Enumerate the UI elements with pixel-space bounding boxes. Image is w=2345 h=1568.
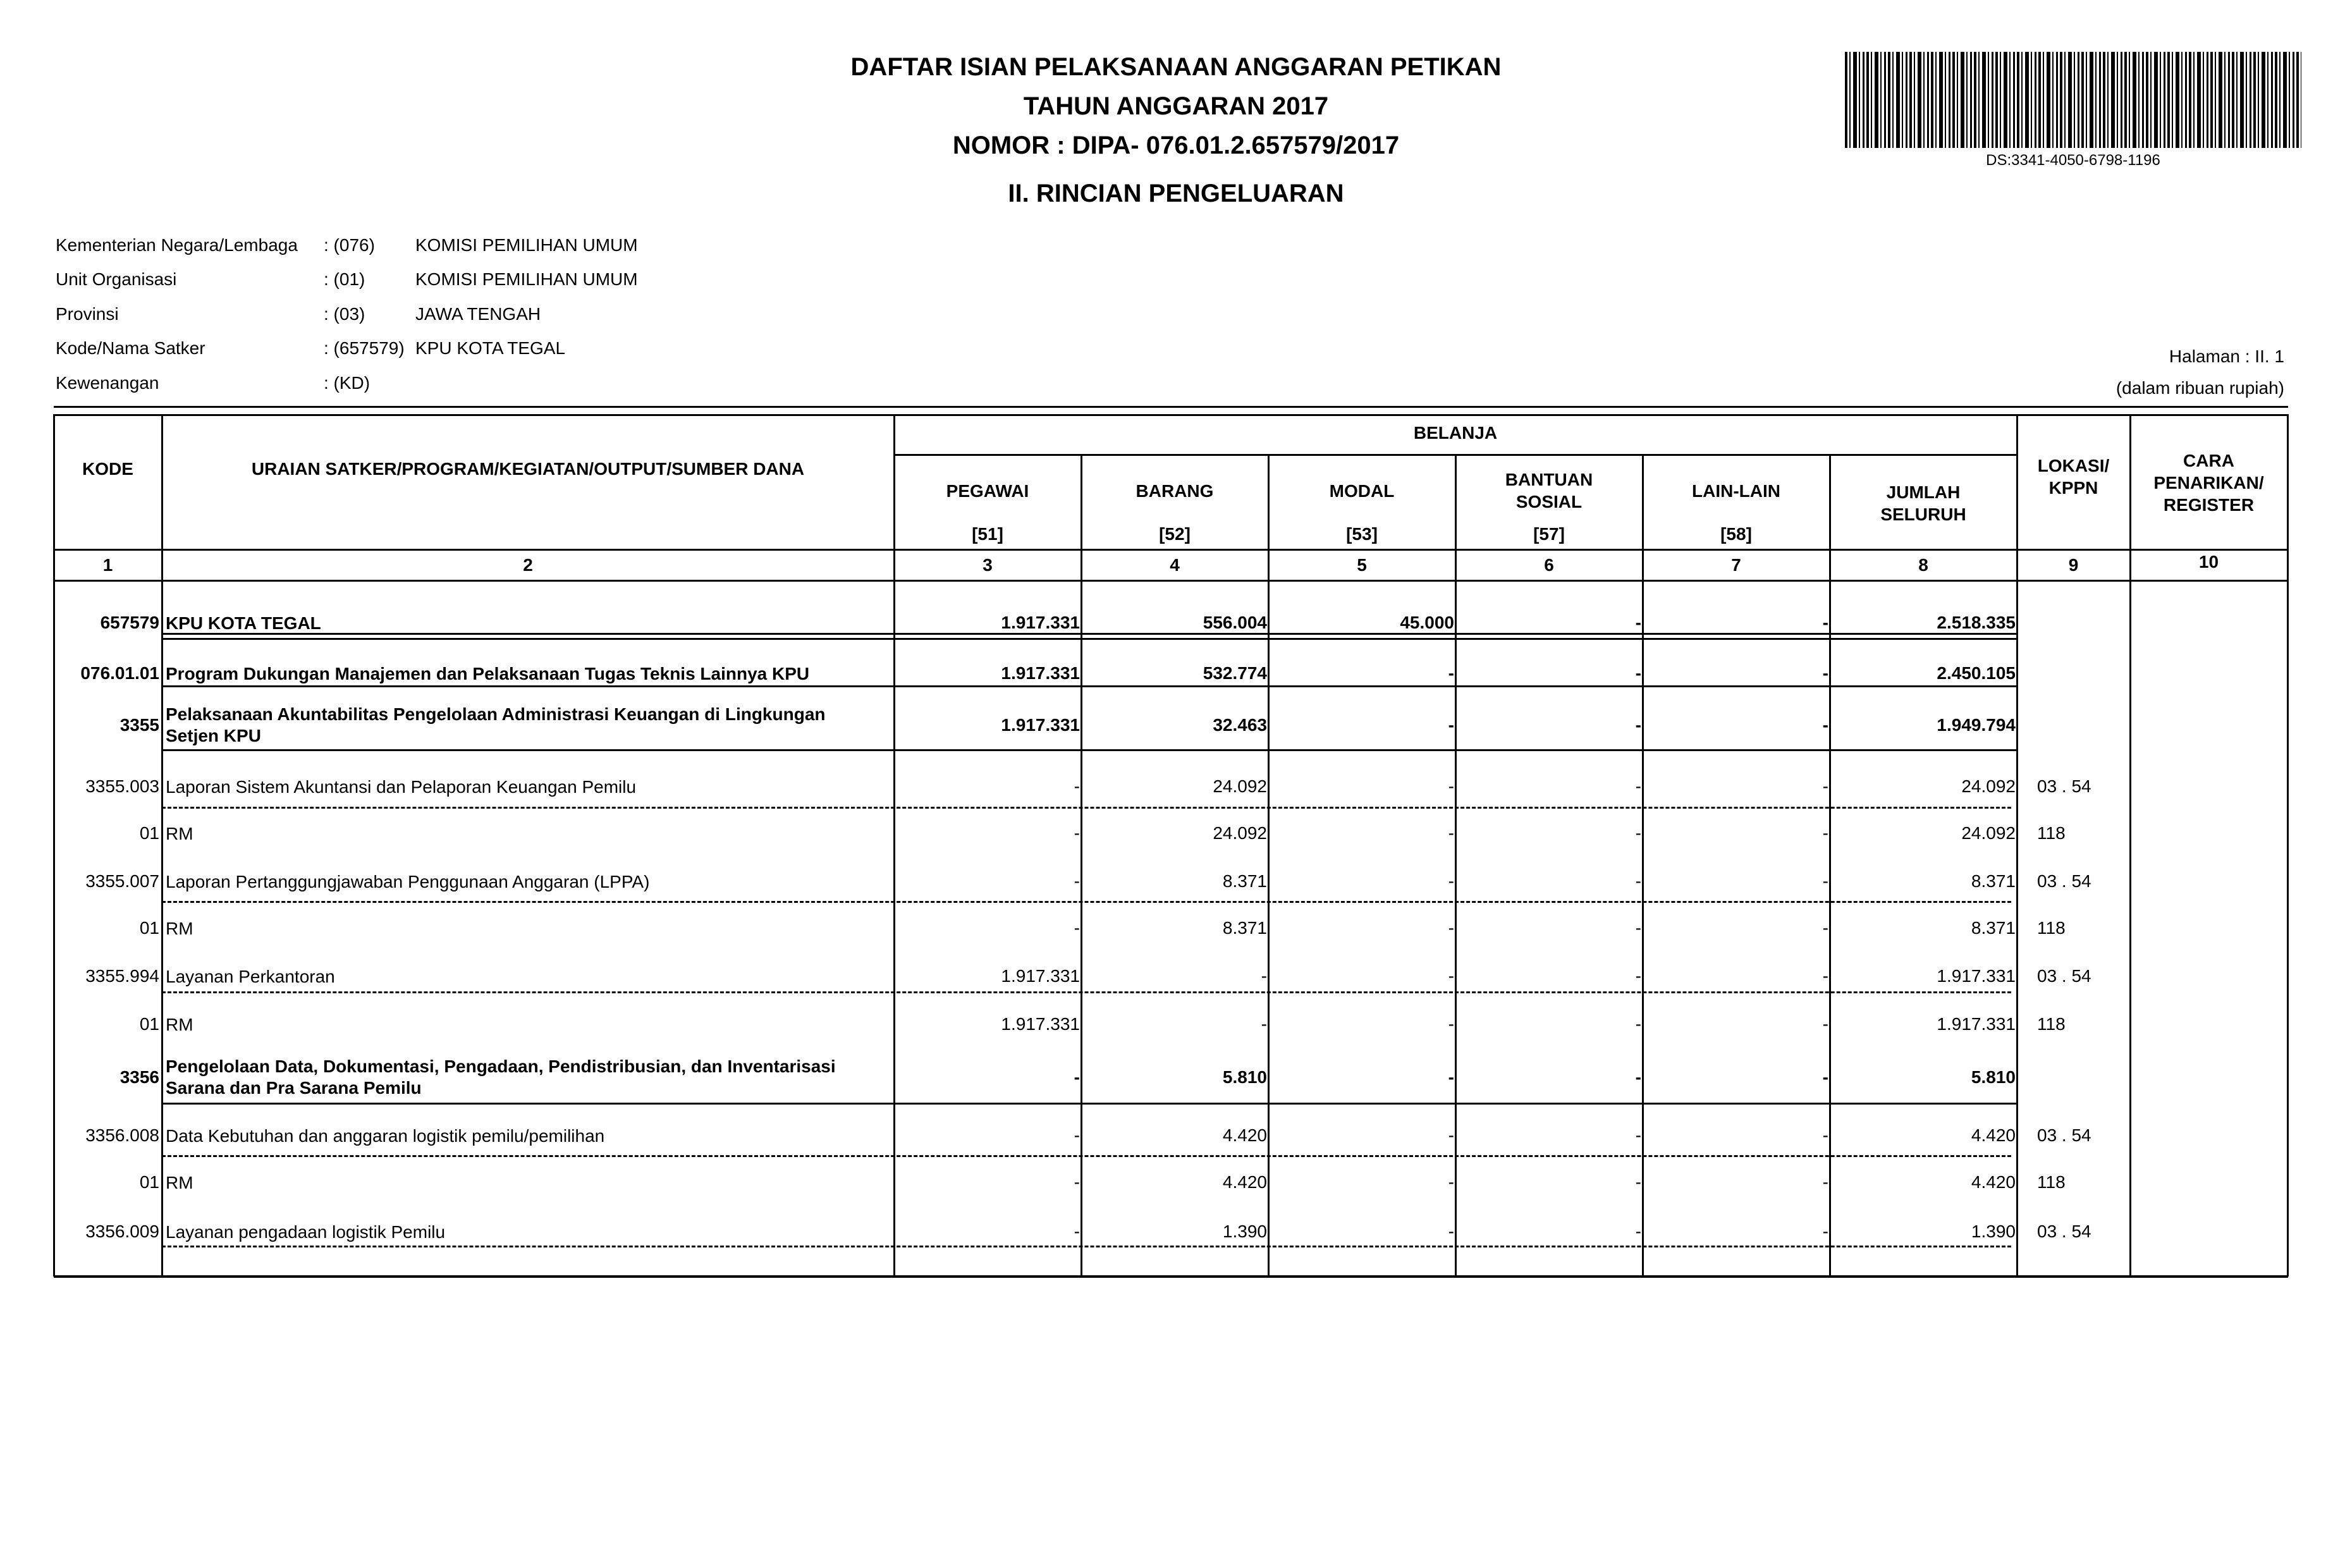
header-lain: LAIN-LAIN xyxy=(1692,481,1780,501)
header-uraian: URAIAN SATKER/PROGRAM/KEGIATAN/OUTPUT/SUMBER DANA xyxy=(251,459,805,479)
row-barang: 24.092 xyxy=(1213,776,1267,796)
row-lain: - xyxy=(1822,1014,1828,1034)
col-divider-bansos xyxy=(1642,454,1644,1277)
row-lain: - xyxy=(1822,776,1828,796)
row-kode: 3356 xyxy=(119,1067,159,1087)
header-bottom-border xyxy=(54,549,2288,551)
info-label-unit: Unit Organisasi xyxy=(56,269,177,289)
row-jumlah: 1.390 xyxy=(1971,1222,2016,1241)
row-kode: 01 xyxy=(139,918,159,938)
row-uraian: KPU KOTA TEGAL xyxy=(166,613,321,633)
row-lokasi: 118 xyxy=(2037,1014,2066,1034)
header-cara-line2: PENARIKAN/ xyxy=(2153,473,2264,493)
row-lokasi: 03 . 54 xyxy=(2037,1222,2091,1241)
row-lokasi: 03 . 54 xyxy=(2037,776,2091,796)
section-title: II. RINCIAN PENGELUARAN xyxy=(1008,180,1344,207)
program-bottom-line xyxy=(162,685,2017,687)
row-jumlah: 1.917.331 xyxy=(1937,1014,2016,1034)
row-jumlah: 8.371 xyxy=(1971,918,2016,938)
row-lokasi: 118 xyxy=(2037,823,2066,843)
row-bansos: - xyxy=(1635,966,1641,986)
dipa-number-title: NOMOR : DIPA- 076.01.2.657579/2017 xyxy=(952,132,1400,159)
table-right-border xyxy=(2287,414,2289,1277)
row-kode: 3355 xyxy=(119,715,159,735)
header-lokasi-line2: KPPN xyxy=(2048,478,2098,498)
row-uraian: Laporan Pertanggungjawaban Penggunaan Anggaran (LPPA) xyxy=(166,872,650,891)
barcode-text: DS:3341-4050-6798-1196 xyxy=(1986,152,2160,169)
dashed-line xyxy=(162,1155,2011,1157)
header-kode: KODE xyxy=(82,459,133,479)
row-uraian: RM xyxy=(166,919,193,938)
column-number-border xyxy=(54,580,2288,582)
row-kode: 3355.007 xyxy=(85,871,159,891)
row-jumlah: 4.420 xyxy=(1971,1172,2016,1192)
kegiatan-3355-bottom-line xyxy=(162,749,2017,751)
page-number: Halaman : II. 1 xyxy=(2169,346,2284,366)
colnum-5: 5 xyxy=(1357,555,1367,575)
row-kode: 3356.008 xyxy=(85,1125,159,1145)
header-lokasi-line1: LOKASI/ xyxy=(2037,456,2110,475)
colnum-1: 1 xyxy=(102,555,113,575)
row-jumlah: 1.949.794 xyxy=(1937,715,2016,735)
row-uraian: Data Kebutuhan dan anggaran logistik pemilu/pemilihan xyxy=(166,1126,605,1146)
row-pegawai: 1.917.331 xyxy=(1001,1014,1080,1034)
row-lain: - xyxy=(1822,1172,1828,1192)
row-kode: 01 xyxy=(139,1014,159,1034)
colnum-3: 3 xyxy=(983,555,993,575)
row-barang: 556.004 xyxy=(1203,613,1267,632)
row-barang: 32.463 xyxy=(1213,715,1267,735)
row-modal: - xyxy=(1448,776,1454,796)
row-pegawai: - xyxy=(1074,1222,1080,1241)
colnum-6: 6 xyxy=(1544,555,1554,575)
row-lain: - xyxy=(1822,663,1828,683)
info-label-kewenangan: Kewenangan xyxy=(56,373,159,393)
header-barang-code: [52] xyxy=(1159,524,1191,544)
row-uraian: Laporan Sistem Akuntansi dan Pelaporan Keuangan Pemilu xyxy=(166,777,637,797)
row-lain: - xyxy=(1822,871,1828,891)
row-bansos: - xyxy=(1635,776,1641,796)
header-pegawai-code: [51] xyxy=(972,524,1003,544)
row-bansos: - xyxy=(1635,663,1641,683)
header-rule xyxy=(54,406,2288,408)
row-bansos: - xyxy=(1635,1125,1641,1145)
kegiatan-3356-bottom-line xyxy=(162,1103,2017,1105)
row-bansos: - xyxy=(1635,1067,1641,1087)
row-modal: - xyxy=(1448,1172,1454,1192)
row-lain: - xyxy=(1822,918,1828,938)
row-barang: 24.092 xyxy=(1213,823,1267,843)
row-kode: 3356.009 xyxy=(85,1222,159,1241)
header-lain-code: [58] xyxy=(1720,524,1752,544)
row-bansos: - xyxy=(1635,918,1641,938)
row-barang: 532.774 xyxy=(1203,663,1267,683)
col-divider-pegawai xyxy=(1081,454,1082,1277)
col-divider-lokasi xyxy=(2129,414,2131,1277)
row-uraian: Layanan pengadaan logistik Pemilu xyxy=(166,1222,446,1242)
info-code-provinsi: : (03) xyxy=(324,304,365,324)
row-lain: - xyxy=(1822,1125,1828,1145)
row-lokasi: 03 . 54 xyxy=(2037,871,2091,891)
row-pegawai: - xyxy=(1074,1125,1080,1145)
info-code-satker: : (657579) xyxy=(324,338,405,358)
row-barang: - xyxy=(1261,1014,1267,1034)
row-lokasi: 03 . 54 xyxy=(2037,966,2091,986)
row-bansos: - xyxy=(1635,1172,1641,1192)
header-jumlah-line1: JUMLAH xyxy=(1886,482,1961,502)
header-bansos-code: [57] xyxy=(1533,524,1565,544)
header-cara-line1: CARA xyxy=(2183,451,2234,470)
row-jumlah: 1.917.331 xyxy=(1937,966,2016,986)
row-modal: - xyxy=(1448,1125,1454,1145)
row-uraian: RM xyxy=(166,824,193,843)
row-uraian: RM xyxy=(166,1015,193,1034)
row-lain: - xyxy=(1822,1222,1828,1241)
dashed-line xyxy=(162,1246,2011,1247)
row-pegawai: - xyxy=(1074,918,1080,938)
row-barang: 8.371 xyxy=(1222,871,1267,891)
row-lokasi: 118 xyxy=(2037,1172,2066,1192)
fiscal-year-title: TAHUN ANGGARAN 2017 xyxy=(1023,92,1329,120)
header-modal-code: [53] xyxy=(1346,524,1378,544)
row-jumlah: 24.092 xyxy=(1961,776,2016,796)
row-pegawai: - xyxy=(1074,823,1080,843)
row-pegawai: 1.917.331 xyxy=(1001,613,1080,632)
info-label-kementerian: Kementerian Negara/Lembaga xyxy=(56,235,298,255)
barcode-icon xyxy=(1845,52,2301,148)
row-bansos: - xyxy=(1635,1014,1641,1034)
row-jumlah: 2.450.105 xyxy=(1937,663,2016,683)
info-code-unit: : (01) xyxy=(324,269,365,289)
row-barang: 4.420 xyxy=(1222,1172,1267,1192)
row-modal: - xyxy=(1448,715,1454,735)
info-name-unit: KOMISI PEMILIHAN UMUM xyxy=(415,269,638,289)
row-kode: 01 xyxy=(139,1172,159,1192)
colnum-8: 8 xyxy=(1918,555,1928,575)
info-name-provinsi: JAWA TENGAH xyxy=(415,304,541,324)
header-pegawai: PEGAWAI xyxy=(946,481,1029,501)
colnum-10: 10 xyxy=(2198,552,2219,572)
col-divider-lain xyxy=(1829,454,1831,1277)
row-bansos: - xyxy=(1635,1222,1641,1241)
row-bansos: - xyxy=(1635,871,1641,891)
row-jumlah: 4.420 xyxy=(1971,1125,2016,1145)
row-pegawai: - xyxy=(1074,871,1080,891)
header-belanja: BELANJA xyxy=(1413,423,1498,443)
row-lokasi: 118 xyxy=(2037,918,2066,938)
document-title: DAFTAR ISIAN PELAKSANAAN ANGGARAN PETIKAN xyxy=(850,53,1502,81)
dashed-line xyxy=(162,807,2011,809)
row-lain: - xyxy=(1822,613,1828,632)
row-bansos: - xyxy=(1635,715,1641,735)
header-modal: MODAL xyxy=(1329,481,1395,501)
table-bottom-border xyxy=(54,1275,2288,1278)
row-modal: - xyxy=(1448,918,1454,938)
row-pegawai: - xyxy=(1074,776,1080,796)
colnum-2: 2 xyxy=(523,555,533,575)
row-modal: - xyxy=(1448,823,1454,843)
row-kode: 3355.003 xyxy=(85,776,159,796)
row-pegawai: - xyxy=(1074,1172,1080,1192)
row-jumlah: 8.371 xyxy=(1971,871,2016,891)
col-divider-modal xyxy=(1455,454,1457,1277)
table-left-border xyxy=(53,414,55,1277)
info-label-provinsi: Provinsi xyxy=(56,304,119,324)
row-jumlah: 5.810 xyxy=(1971,1067,2016,1087)
row-bansos: - xyxy=(1635,823,1641,843)
row-lokasi: 03 . 54 xyxy=(2037,1125,2091,1145)
info-code-kewenangan: : (KD) xyxy=(324,373,370,393)
row-lain: - xyxy=(1822,1067,1828,1087)
header-cara-line3: REGISTER xyxy=(2163,495,2255,515)
header-bansos-line1: BANTUAN xyxy=(1505,470,1593,489)
row-bansos: - xyxy=(1635,613,1641,632)
row-uraian: Layanan Perkantoran xyxy=(166,967,335,986)
row-jumlah: 24.092 xyxy=(1961,823,2016,843)
row-modal: - xyxy=(1448,871,1454,891)
row-lain: - xyxy=(1822,966,1828,986)
col-divider-barang xyxy=(1268,454,1270,1277)
row-barang: 4.420 xyxy=(1222,1125,1267,1145)
row-pegawai: 1.917.331 xyxy=(1001,663,1080,683)
row-lain: - xyxy=(1822,823,1828,843)
table-top-border xyxy=(54,414,2288,416)
header-barang: BARANG xyxy=(1136,481,1214,501)
row-uraian: Pengelolaan Data, Dokumentasi, Pengadaan, Pendistribusian, dan Inventarisasi Sarana dan Pra Sarana Pemilu xyxy=(166,1057,836,1098)
row-uraian: RM xyxy=(166,1173,193,1192)
dashed-line xyxy=(162,991,2011,993)
info-code-kementerian: : (076) xyxy=(324,235,375,255)
row-kode: 657579 xyxy=(100,613,159,632)
col-divider-kode xyxy=(161,414,163,1277)
row-kode: 3355.994 xyxy=(85,966,159,986)
row-modal: - xyxy=(1448,663,1454,683)
row-modal: - xyxy=(1448,1067,1454,1087)
row-modal: - xyxy=(1448,1222,1454,1241)
row-kode: 076.01.01 xyxy=(80,663,159,683)
row-barang: - xyxy=(1261,966,1267,986)
row-jumlah: 2.518.335 xyxy=(1937,613,2016,632)
colnum-4: 4 xyxy=(1170,555,1180,575)
row-pegawai: - xyxy=(1074,1067,1080,1087)
row-pegawai: 1.917.331 xyxy=(1001,966,1080,986)
satker-double-line-2 xyxy=(162,638,2017,640)
row-modal: 45.000 xyxy=(1400,613,1454,632)
currency-unit-note: (dalam ribuan rupiah) xyxy=(2115,378,2284,398)
row-pegawai: 1.917.331 xyxy=(1001,715,1080,735)
row-lain: - xyxy=(1822,715,1828,735)
row-barang: 1.390 xyxy=(1222,1222,1267,1241)
colnum-9: 9 xyxy=(2068,555,2079,575)
row-kode: 01 xyxy=(139,823,159,843)
col-divider-jumlah xyxy=(2016,414,2018,1277)
row-barang: 5.810 xyxy=(1222,1067,1267,1087)
row-modal: - xyxy=(1448,966,1454,986)
info-label-satker: Kode/Nama Satker xyxy=(56,338,205,358)
row-barang: 8.371 xyxy=(1222,918,1267,938)
row-modal: - xyxy=(1448,1014,1454,1034)
row-uraian: Pelaksanaan Akuntabilitas Pengelolaan Administrasi Keuangan di Lingkungan Setjen KPU xyxy=(166,704,826,745)
dashed-line xyxy=(162,901,2011,903)
header-bansos-line2: SOSIAL xyxy=(1515,492,1583,511)
colnum-7: 7 xyxy=(1731,555,1741,575)
info-name-satker: KPU KOTA TEGAL xyxy=(415,338,566,358)
header-jumlah-line2: SELURUH xyxy=(1880,505,1966,524)
row-uraian: Program Dukungan Manajemen dan Pelaksanaan Tugas Teknis Lainnya KPU xyxy=(166,664,810,683)
info-name-kementerian: KOMISI PEMILIHAN UMUM xyxy=(415,235,638,255)
